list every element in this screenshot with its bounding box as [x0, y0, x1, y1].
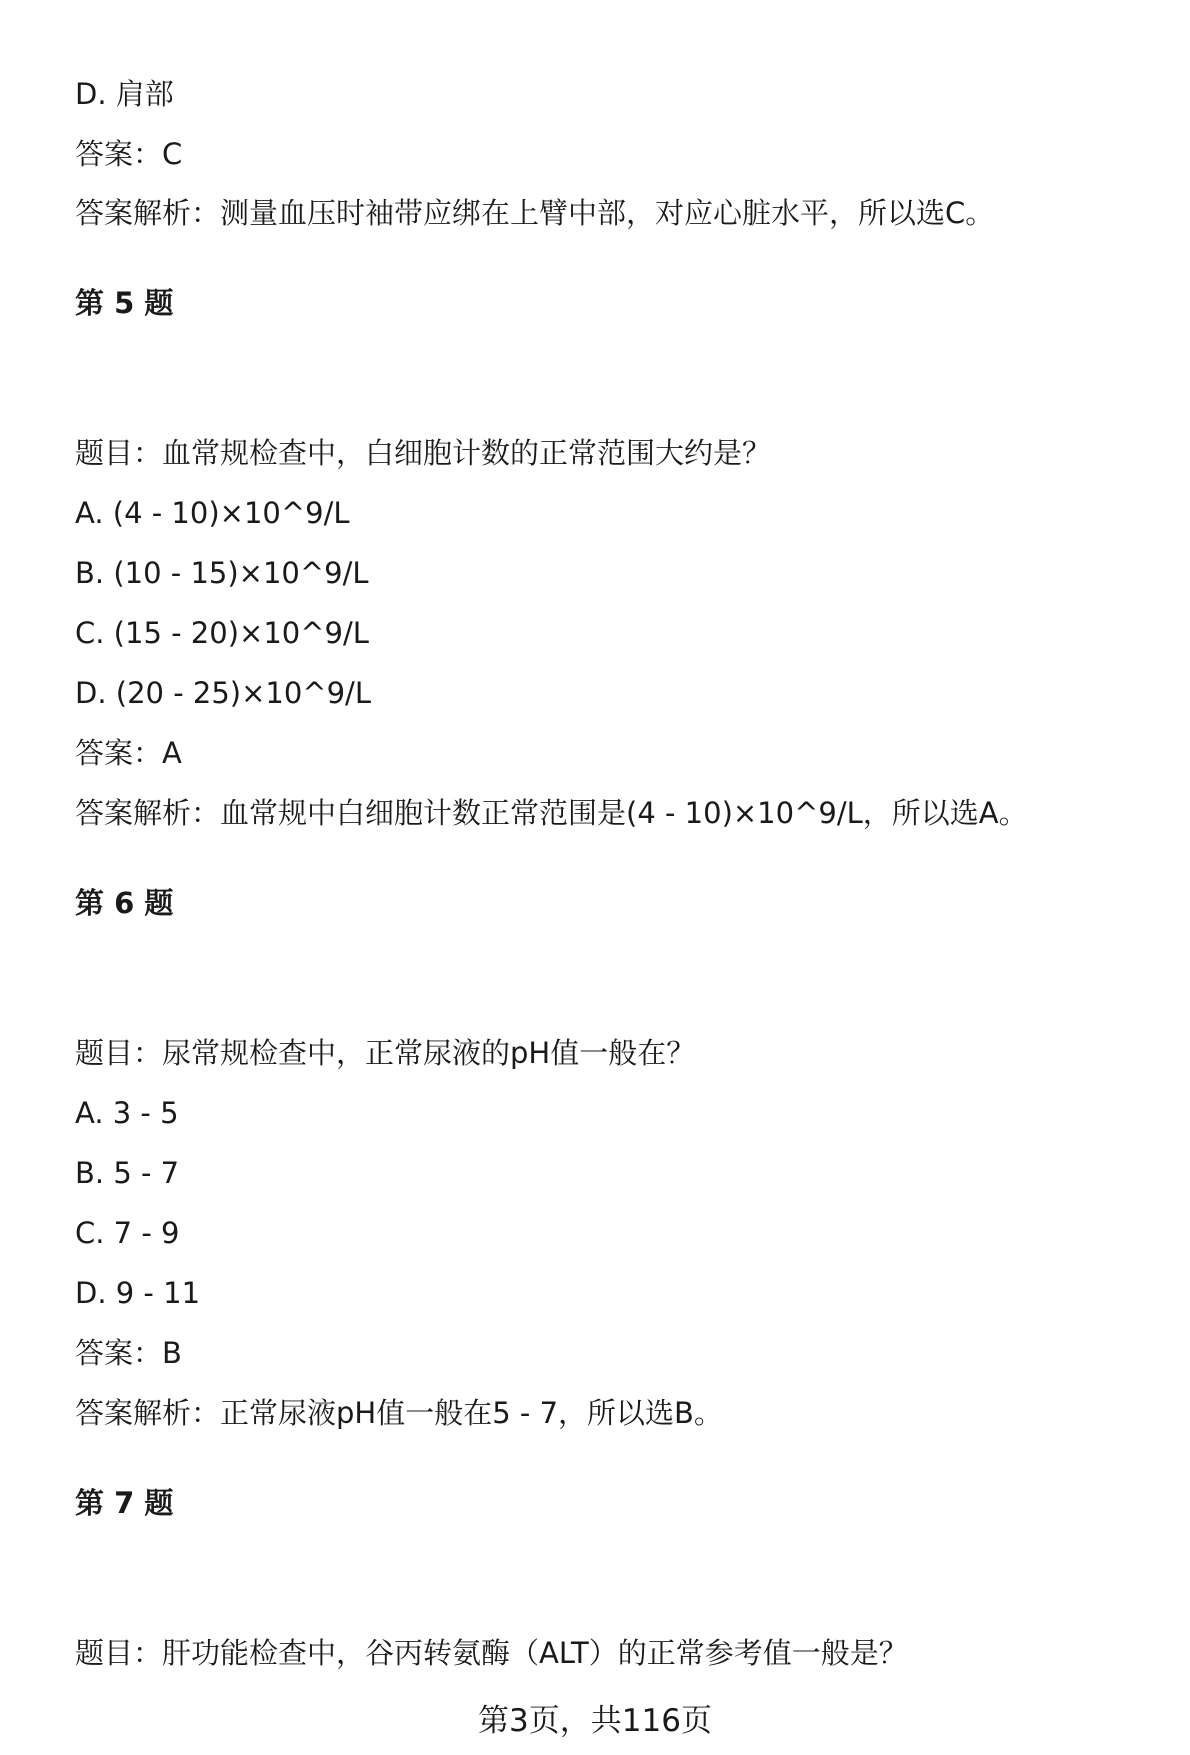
option-a: A. (4 - 10)×10^9/L	[75, 496, 350, 530]
question-heading: 第 6 题	[75, 886, 174, 920]
answer: 答案：B	[75, 1336, 182, 1370]
answer: 答案：C	[75, 137, 183, 171]
answer-explanation: 答案解析：测量血压时袖带应绑在上臂中部，对应心脏水平，所以选C。	[75, 196, 995, 230]
question-stem: 题目：血常规检查中，白细胞计数的正常范围大约是？	[75, 436, 772, 470]
answer-explanation: 答案解析：正常尿液pH值一般在5 - 7，所以选B。	[75, 1396, 723, 1430]
option-d: D. (20 - 25)×10^9/L	[75, 676, 371, 710]
option-a: A. 3 - 5	[75, 1096, 179, 1130]
option-d: D. 肩部	[75, 77, 174, 111]
answer-explanation: 答案解析：血常规中白细胞计数正常范围是(4 - 10)×10^9/L，所以选A。	[75, 796, 1028, 830]
option-d: D. 9 - 11	[75, 1276, 201, 1310]
option-c: C. (15 - 20)×10^9/L	[75, 616, 369, 650]
option-b: B. 5 - 7	[75, 1156, 180, 1190]
option-c: C. 7 - 9	[75, 1216, 180, 1250]
question-heading: 第 7 题	[75, 1486, 174, 1520]
question-stem: 题目：尿常规检查中，正常尿液的pH值一般在？	[75, 1036, 696, 1070]
answer: 答案：A	[75, 736, 182, 770]
option-b: B. (10 - 15)×10^9/L	[75, 556, 369, 590]
page-footer: 第3页，共116页	[478, 1703, 712, 1739]
question-heading: 第 5 题	[75, 286, 174, 320]
question-stem: 题目：肝功能检查中，谷丙转氨酶（ALT）的正常参考值一般是？	[75, 1636, 908, 1670]
